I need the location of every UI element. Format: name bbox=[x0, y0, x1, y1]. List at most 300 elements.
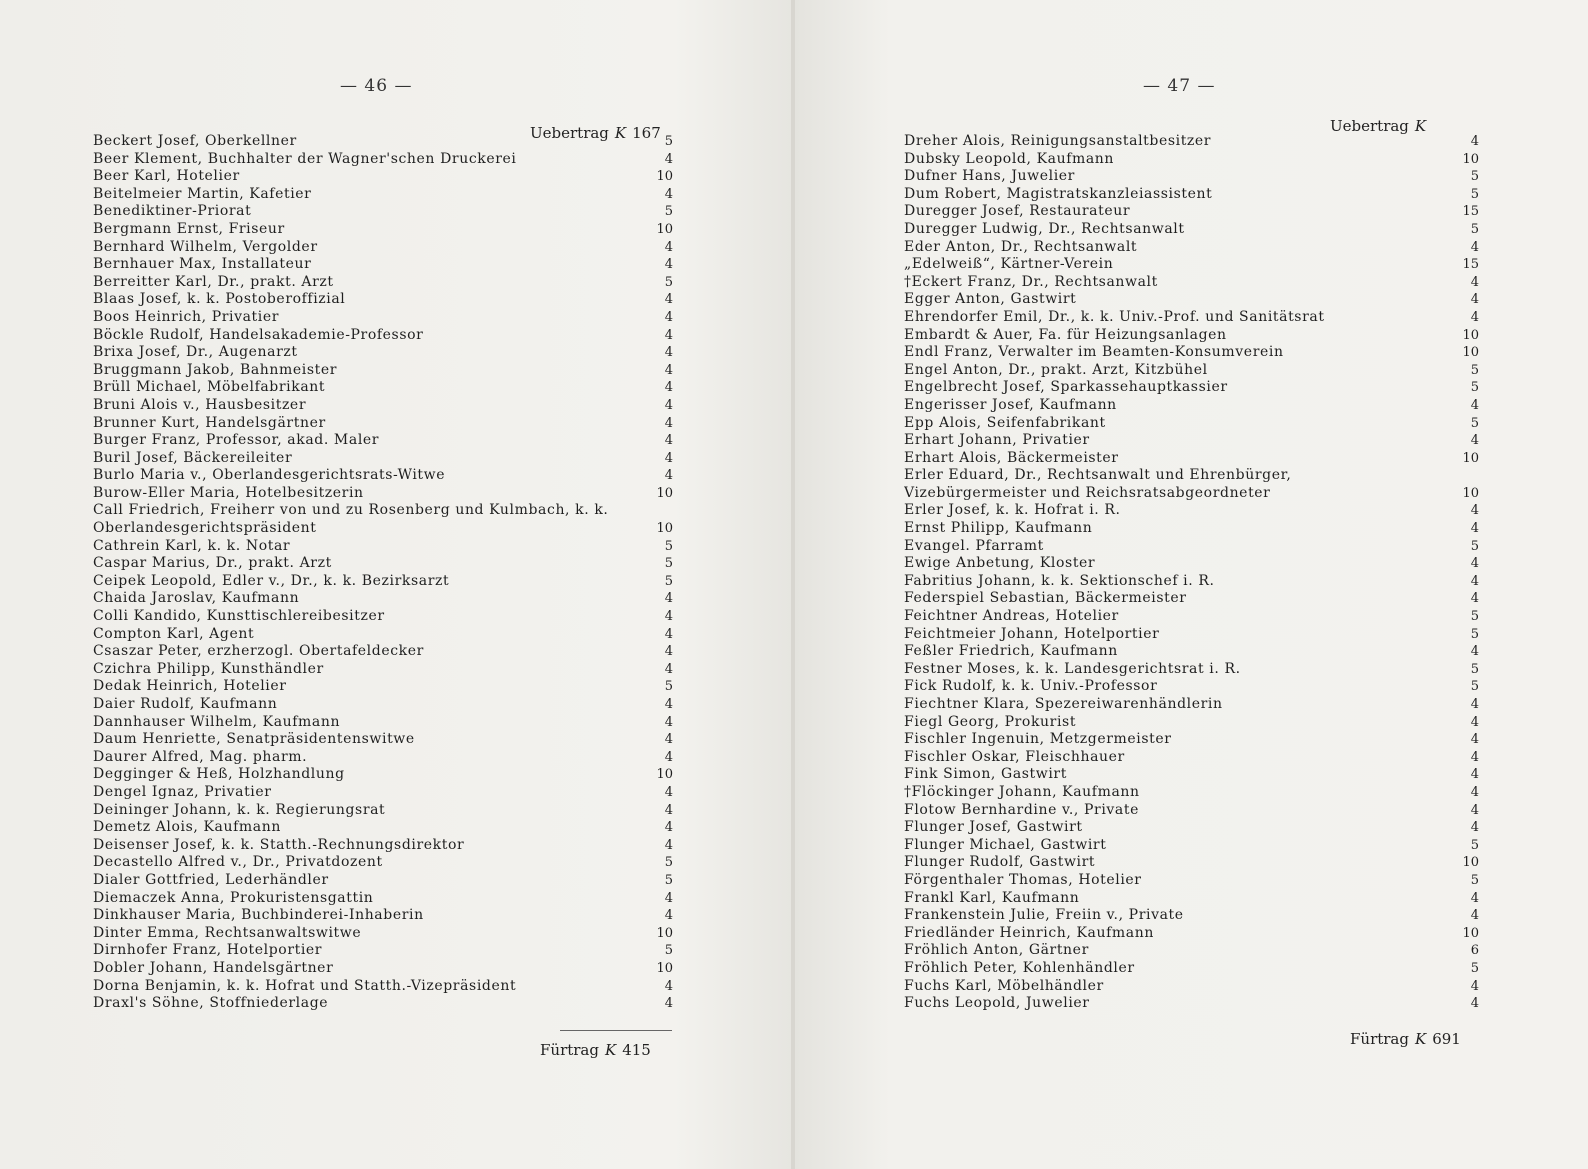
list-item bbox=[904, 872, 1479, 890]
donation-amount: 10 bbox=[1462, 485, 1479, 501]
donation-amount: 4 bbox=[664, 415, 673, 431]
page-number: — 47 — bbox=[1143, 76, 1216, 96]
list-item bbox=[904, 274, 1479, 292]
list-item bbox=[93, 450, 673, 468]
donation-amount: 4 bbox=[664, 749, 673, 765]
list-item bbox=[904, 327, 1479, 345]
donation-amount: 4 bbox=[1470, 591, 1479, 607]
donation-amount: 10 bbox=[1462, 450, 1479, 466]
donation-amount: 10 bbox=[656, 960, 673, 976]
donation-amount: 10 bbox=[656, 221, 673, 237]
donor-name: Dum Robert, Magistratskanzleiassistent bbox=[904, 185, 1213, 202]
list-item bbox=[93, 802, 673, 820]
donor-name: Decastello Alfred v., Dr., Privatdozent bbox=[93, 854, 383, 871]
donor-name: Evangel. Pfarramt bbox=[904, 537, 1044, 554]
list-item bbox=[904, 714, 1479, 732]
donor-name: „Edelweiß“, Kärtner-Verein bbox=[904, 256, 1114, 273]
list-item bbox=[904, 186, 1479, 204]
donor-name: Beer Karl, Hotelier bbox=[93, 168, 240, 185]
list-item bbox=[93, 221, 673, 239]
donor-name: Erhart Alois, Bäckermeister bbox=[904, 449, 1119, 466]
donation-amount: 4 bbox=[1470, 521, 1479, 537]
list-item bbox=[904, 590, 1479, 608]
donor-name: Feichtner Andreas, Hotelier bbox=[904, 608, 1119, 625]
list-item bbox=[904, 133, 1479, 151]
list-item bbox=[93, 133, 673, 151]
donor-name: Dirnhofer Franz, Hotelportier bbox=[93, 942, 323, 959]
currency-symbol: K bbox=[1414, 1030, 1427, 1048]
donor-name: Epp Alois, Seifenfabrikant bbox=[904, 414, 1106, 431]
carry-forward-amount: 691 bbox=[1432, 1030, 1461, 1048]
list-item bbox=[904, 256, 1479, 274]
list-item bbox=[93, 643, 673, 661]
donor-name: Deisenser Josef, k. k. Statth.-Rechnungsdirektor bbox=[93, 836, 465, 853]
donation-amount: 4 bbox=[664, 380, 673, 396]
donation-amount: 5 bbox=[1470, 538, 1479, 554]
list-item bbox=[93, 661, 673, 679]
donation-amount: 4 bbox=[1470, 767, 1479, 783]
donation-amount: 4 bbox=[664, 327, 673, 343]
list-item bbox=[93, 256, 673, 274]
donor-name: Egger Anton, Gastwirt bbox=[904, 291, 1077, 308]
donation-amount: 10 bbox=[656, 767, 673, 783]
list-item bbox=[93, 186, 673, 204]
donation-amount: 5 bbox=[1470, 960, 1479, 976]
donation-amount: 5 bbox=[664, 573, 673, 589]
list-item bbox=[93, 168, 673, 186]
donor-name: Fick Rudolf, k. k. Univ.-Professor bbox=[904, 678, 1158, 695]
donation-amount: 4 bbox=[664, 591, 673, 607]
page-number: — 46 — bbox=[340, 76, 413, 96]
donor-name: Festner Moses, k. k. Landesgerichtsrat i. R. bbox=[904, 660, 1241, 677]
donation-amount: 5 bbox=[1470, 186, 1479, 202]
donor-name: Call Friedrich, Freiherr von und zu Rosenberg und Kulmbach, k. k. Oberlandesgerichtspräsident bbox=[93, 502, 609, 537]
carry-over-label: Uebertrag bbox=[530, 124, 609, 142]
donation-amount: 4 bbox=[664, 433, 673, 449]
donor-name: Colli Kandido, Kunsttischlereibesitzer bbox=[93, 608, 385, 625]
donor-name: Flunger Josef, Gastwirt bbox=[904, 819, 1083, 836]
donation-amount: 5 bbox=[664, 134, 673, 149]
donor-name: Chaida Jaroslav, Kaufmann bbox=[93, 590, 300, 607]
list-item bbox=[93, 203, 673, 221]
donor-name: Fröhlich Anton, Gärtner bbox=[904, 942, 1089, 959]
donation-amount: 4 bbox=[664, 186, 673, 202]
list-item bbox=[93, 608, 673, 626]
donation-amount: 5 bbox=[1470, 661, 1479, 677]
list-item bbox=[904, 168, 1479, 186]
list-item bbox=[904, 907, 1479, 925]
list-item bbox=[904, 573, 1479, 591]
donor-name: Ehrendorfer Emil, Dr., k. k. Univ.-Prof. und Sanitätsrat bbox=[904, 308, 1325, 325]
right-page bbox=[795, 0, 1588, 1169]
list-item bbox=[93, 978, 673, 996]
donation-amount: 4 bbox=[1470, 397, 1479, 413]
list-item bbox=[904, 397, 1479, 415]
donor-name: Frankl Karl, Kaufmann bbox=[904, 889, 1080, 906]
donor-name: Erler Eduard, Dr., Rechtsanwalt und Ehrenbürger, Vizebürgermeister und Reichsratsabgeordneter bbox=[904, 467, 1292, 501]
donor-name: Ceipek Leopold, Edler v., Dr., k. k. Bezirksarzt bbox=[93, 572, 450, 589]
donation-amount: 4 bbox=[1470, 732, 1479, 748]
donation-amount: 5 bbox=[1470, 626, 1479, 642]
donor-name: Engelbrecht Josef, Sparkassehauptkassier bbox=[904, 379, 1228, 396]
donor-name: Ernst Philipp, Kaufmann bbox=[904, 520, 1093, 537]
list-item bbox=[93, 626, 673, 644]
list-item bbox=[93, 538, 673, 556]
donor-name: Burger Franz, Professor, akad. Maler bbox=[93, 432, 380, 449]
list-item bbox=[93, 907, 673, 925]
donation-amount: 10 bbox=[1462, 151, 1479, 167]
list-item bbox=[93, 995, 673, 1013]
donation-amount: 10 bbox=[656, 485, 673, 501]
donation-amount: 4 bbox=[1470, 697, 1479, 712]
donation-amount: 5 bbox=[664, 538, 673, 554]
list-item bbox=[904, 221, 1479, 239]
donor-name: Flunger Rudolf, Gastwirt bbox=[904, 854, 1096, 871]
list-item bbox=[93, 573, 673, 591]
donation-amount: 4 bbox=[664, 309, 673, 325]
donation-amount: 4 bbox=[664, 732, 673, 748]
donation-amount: 4 bbox=[1470, 890, 1479, 906]
donor-name: Engerisser Josef, Kaufmann bbox=[904, 396, 1117, 413]
donation-amount: 10 bbox=[1462, 925, 1479, 941]
donor-name: Dobler Johann, Handelsgärtner bbox=[93, 959, 334, 976]
carry-over-amount: 167 bbox=[632, 124, 661, 142]
donation-amount: 4 bbox=[1470, 802, 1479, 818]
donation-amount: 4 bbox=[1470, 573, 1479, 589]
donor-name: Fischler Ingenuin, Metzgermeister bbox=[904, 731, 1172, 748]
donor-name: Fröhlich Peter, Kohlenhändler bbox=[904, 959, 1135, 976]
donation-amount: 4 bbox=[664, 239, 673, 255]
donor-name: Dengel Ignaz, Privatier bbox=[93, 783, 272, 800]
list-item bbox=[904, 239, 1479, 257]
donation-amount: 5 bbox=[1470, 362, 1479, 378]
list-item bbox=[93, 291, 673, 309]
donor-name: Duregger Ludwig, Dr., Rechtsanwalt bbox=[904, 220, 1185, 237]
list-item bbox=[904, 696, 1479, 714]
list-item bbox=[93, 678, 673, 696]
donor-name: Fuchs Leopold, Juwelier bbox=[904, 995, 1090, 1012]
donation-amount: 4 bbox=[1470, 978, 1479, 994]
donor-name: †Flöckinger Johann, Kaufmann bbox=[904, 783, 1140, 800]
donor-name: Dialer Gottfried, Lederhändler bbox=[93, 871, 329, 888]
donation-amount: 4 bbox=[664, 362, 673, 378]
donor-name: Frankenstein Julie, Freiin v., Private bbox=[904, 907, 1184, 924]
donation-amount: 4 bbox=[664, 837, 673, 853]
donor-name: Daum Henriette, Senatpräsidentenswitwe bbox=[93, 731, 415, 748]
list-item bbox=[93, 344, 673, 362]
donation-amount: 4 bbox=[664, 820, 673, 836]
donation-amount: 4 bbox=[1470, 503, 1479, 519]
donor-name: Flotow Bernhardine v., Private bbox=[904, 801, 1139, 818]
list-item bbox=[904, 802, 1479, 820]
donation-amount: 4 bbox=[1470, 908, 1479, 924]
donation-amount: 5 bbox=[1470, 609, 1479, 625]
list-item bbox=[904, 925, 1479, 943]
donation-amount: 4 bbox=[1470, 749, 1479, 765]
donor-name: Caspar Marius, Dr., prakt. Arzt bbox=[93, 555, 332, 572]
donor-name: Dedak Heinrich, Hotelier bbox=[93, 678, 287, 695]
list-item bbox=[93, 890, 673, 908]
list-item bbox=[904, 203, 1479, 221]
currency-symbol: K bbox=[614, 124, 627, 142]
donation-amount: 4 bbox=[664, 450, 673, 466]
donation-amount: 4 bbox=[664, 626, 673, 642]
donation-amount: 10 bbox=[656, 169, 673, 185]
donor-list bbox=[93, 133, 673, 1013]
donor-name: Beitelmeier Martin, Kafetier bbox=[93, 185, 312, 202]
carry-forward-line bbox=[540, 1041, 651, 1059]
donor-name: Fuchs Karl, Möbelhändler bbox=[904, 977, 1104, 994]
donor-name: Engel Anton, Dr., prakt. Arzt, Kitzbühel bbox=[904, 361, 1208, 378]
donor-name: Embardt & Auer, Fa. für Heizungsanlagen bbox=[904, 326, 1227, 343]
donation-amount: 4 bbox=[1470, 309, 1479, 325]
list-item bbox=[904, 766, 1479, 784]
list-item bbox=[93, 327, 673, 345]
list-item bbox=[904, 520, 1479, 538]
list-item bbox=[93, 274, 673, 292]
list-item bbox=[904, 960, 1479, 978]
donor-name: Berreitter Karl, Dr., prakt. Arzt bbox=[93, 273, 334, 290]
left-page bbox=[0, 0, 793, 1169]
donor-name: Böckle Rudolf, Handelsakademie-Professor bbox=[93, 326, 424, 343]
list-item bbox=[93, 714, 673, 732]
list-item bbox=[904, 749, 1479, 767]
donor-name: Burlo Maria v., Oberlandesgerichtsrats-Witwe bbox=[93, 467, 446, 484]
donor-name: Csaszar Peter, erzherzogl. Obertafeldecker bbox=[93, 643, 424, 660]
donor-name: Federspiel Sebastian, Bäckermeister bbox=[904, 590, 1187, 607]
donation-amount: 4 bbox=[664, 468, 673, 484]
list-item bbox=[904, 661, 1479, 679]
donor-name: Deininger Johann, k. k. Regierungsrat bbox=[93, 801, 386, 818]
list-item bbox=[93, 415, 673, 433]
donation-amount: 4 bbox=[664, 257, 673, 273]
list-item bbox=[93, 485, 673, 503]
list-item bbox=[904, 450, 1479, 468]
donation-amount: 4 bbox=[1470, 292, 1479, 308]
list-item bbox=[93, 925, 673, 943]
donor-name: Flunger Michael, Gastwirt bbox=[904, 836, 1107, 853]
donation-amount: 4 bbox=[664, 397, 673, 413]
list-item bbox=[904, 467, 1479, 502]
list-item bbox=[93, 309, 673, 327]
donor-name: Demetz Alois, Kaufmann bbox=[93, 819, 281, 836]
donor-name: Endl Franz, Verwalter im Beamten-Konsumverein bbox=[904, 344, 1284, 361]
donation-amount: 5 bbox=[1470, 169, 1479, 185]
donor-name: Daurer Alfred, Mag. pharm. bbox=[93, 748, 308, 765]
donation-amount: 4 bbox=[664, 890, 673, 906]
donation-amount: 5 bbox=[1470, 380, 1479, 396]
donation-amount: 4 bbox=[664, 908, 673, 924]
donor-name: Blaas Josef, k. k. Postoberoffizial bbox=[93, 291, 346, 308]
list-item bbox=[904, 678, 1479, 696]
donor-name: Dinter Emma, Rechtsanwaltswitwe bbox=[93, 924, 362, 941]
list-item bbox=[904, 344, 1479, 362]
donor-name: Fabritius Johann, k. k. Sektionschef i. R. bbox=[904, 572, 1215, 589]
list-item bbox=[93, 151, 673, 169]
donation-amount: 5 bbox=[1470, 679, 1479, 695]
donor-name: Friedländer Heinrich, Kaufmann bbox=[904, 924, 1154, 941]
donor-name: Eder Anton, Dr., Rechtsanwalt bbox=[904, 238, 1138, 255]
carry-forward-label: Fürtrag bbox=[1350, 1030, 1409, 1048]
list-item bbox=[93, 555, 673, 573]
donation-amount: 15 bbox=[1462, 204, 1479, 220]
donation-amount: 4 bbox=[664, 802, 673, 818]
donor-name: Boos Heinrich, Privatier bbox=[93, 308, 280, 325]
donation-amount: 4 bbox=[1470, 996, 1479, 1012]
donor-name: Benediktiner-Priorat bbox=[93, 203, 252, 220]
donation-amount: 4 bbox=[664, 661, 673, 677]
donor-name: Bernhauer Max, Installateur bbox=[93, 256, 312, 273]
list-item bbox=[93, 379, 673, 397]
list-item bbox=[904, 643, 1479, 661]
list-item bbox=[904, 731, 1479, 749]
list-item bbox=[904, 362, 1479, 380]
donation-amount: 4 bbox=[1470, 274, 1479, 290]
donor-list bbox=[904, 133, 1479, 1013]
donor-name: Fiechtner Klara, Spezereiwarenhändlerin bbox=[904, 696, 1223, 712]
donation-amount: 4 bbox=[664, 697, 673, 712]
list-item bbox=[904, 309, 1479, 327]
list-item bbox=[904, 978, 1479, 996]
list-item bbox=[93, 749, 673, 767]
donor-name: Ewige Anbetung, Kloster bbox=[904, 555, 1096, 572]
list-item bbox=[93, 837, 673, 855]
donor-name: Feichtmeier Johann, Hotelportier bbox=[904, 625, 1160, 642]
list-item bbox=[93, 942, 673, 960]
donation-amount: 5 bbox=[664, 679, 673, 695]
list-item bbox=[904, 415, 1479, 433]
donation-amount: 5 bbox=[1470, 837, 1479, 853]
donor-name: Burow-Eller Maria, Hotelbesitzerin bbox=[93, 484, 364, 501]
list-item bbox=[93, 872, 673, 890]
carry-over-label: Uebertrag bbox=[1330, 117, 1409, 135]
donor-name: Brüll Michael, Möbelfabrikant bbox=[93, 379, 326, 396]
list-item bbox=[93, 731, 673, 749]
donation-amount: 10 bbox=[656, 521, 673, 537]
donation-amount: 5 bbox=[664, 204, 673, 220]
donor-name: Fink Simon, Gastwirt bbox=[904, 766, 1067, 783]
list-item bbox=[904, 942, 1479, 960]
donation-amount: 5 bbox=[664, 556, 673, 572]
donor-name: Dubsky Leopold, Kaufmann bbox=[904, 150, 1115, 167]
list-item bbox=[904, 784, 1479, 802]
donation-amount: 4 bbox=[1470, 714, 1479, 730]
list-item bbox=[904, 819, 1479, 837]
donation-amount: 5 bbox=[664, 872, 673, 888]
donor-name: Erhart Johann, Privatier bbox=[904, 432, 1090, 449]
donor-name: Compton Karl, Agent bbox=[93, 625, 255, 642]
list-item bbox=[904, 502, 1479, 520]
donor-name: Dannhauser Wilhelm, Kaufmann bbox=[93, 713, 341, 730]
donor-name: Brixa Josef, Dr., Augenarzt bbox=[93, 344, 298, 361]
list-item bbox=[904, 995, 1479, 1013]
list-item bbox=[904, 608, 1479, 626]
donor-name: Draxl's Söhne, Stoffniederlage bbox=[93, 995, 329, 1012]
list-item bbox=[904, 626, 1479, 644]
donor-name: Erler Josef, k. k. Hofrat i. R. bbox=[904, 502, 1121, 519]
donation-amount: 4 bbox=[664, 345, 673, 361]
donation-amount: 4 bbox=[1470, 784, 1479, 800]
donation-amount: 4 bbox=[1470, 820, 1479, 836]
donation-amount: 4 bbox=[664, 644, 673, 660]
list-item bbox=[93, 960, 673, 978]
donation-amount: 4 bbox=[664, 978, 673, 994]
list-item bbox=[904, 432, 1479, 450]
donation-amount: 4 bbox=[1470, 239, 1479, 255]
donor-name: Dreher Alois, Reinigungsanstaltbesitzer bbox=[904, 133, 1212, 149]
donor-name: Beckert Josef, Oberkellner bbox=[93, 133, 297, 149]
donation-amount: 4 bbox=[1470, 644, 1479, 660]
donation-amount: 15 bbox=[1462, 257, 1479, 273]
donor-name: Dorna Benjamin, k. k. Hofrat und Statth.-Vizepräsident bbox=[93, 977, 517, 994]
donor-name: †Eckert Franz, Dr., Rechtsanwalt bbox=[904, 273, 1158, 290]
donor-name: Buril Josef, Bäckereileiter bbox=[93, 449, 293, 466]
donation-amount: 10 bbox=[1462, 345, 1479, 361]
list-item bbox=[93, 766, 673, 784]
donation-amount: 4 bbox=[664, 151, 673, 167]
donation-amount: 5 bbox=[1470, 872, 1479, 888]
list-item bbox=[93, 819, 673, 837]
donor-name: Brunner Kurt, Handelsgärtner bbox=[93, 414, 326, 431]
list-item bbox=[904, 291, 1479, 309]
currency-symbol: K bbox=[604, 1041, 617, 1059]
donation-amount: 4 bbox=[1470, 134, 1479, 149]
donor-name: Fiegl Georg, Prokurist bbox=[904, 713, 1077, 730]
donation-amount: 10 bbox=[1462, 855, 1479, 871]
donor-name: Fischler Oskar, Fleischhauer bbox=[904, 748, 1125, 765]
donor-name: Bruni Alois v., Hausbesitzer bbox=[93, 396, 307, 413]
currency-symbol: K bbox=[1414, 117, 1427, 135]
donation-amount: 4 bbox=[1470, 433, 1479, 449]
donor-name: Daier Rudolf, Kaufmann bbox=[93, 696, 278, 712]
list-item bbox=[93, 854, 673, 872]
carry-forward-line bbox=[1350, 1030, 1461, 1048]
donor-name: Dufner Hans, Juwelier bbox=[904, 168, 1075, 185]
sum-rule bbox=[560, 1030, 672, 1031]
donation-amount: 5 bbox=[664, 274, 673, 290]
donor-name: Duregger Josef, Restaurateur bbox=[904, 203, 1131, 220]
donor-name: Förgenthaler Thomas, Hotelier bbox=[904, 871, 1142, 888]
list-item bbox=[93, 467, 673, 485]
donor-name: Bernhard Wilhelm, Vergolder bbox=[93, 238, 318, 255]
donation-amount: 10 bbox=[1462, 327, 1479, 343]
donation-amount: 4 bbox=[664, 784, 673, 800]
donor-name: Bruggmann Jakob, Bahnmeister bbox=[93, 361, 338, 378]
list-item bbox=[93, 239, 673, 257]
list-item bbox=[904, 854, 1479, 872]
list-item bbox=[93, 397, 673, 415]
list-item bbox=[904, 151, 1479, 169]
donation-amount: 4 bbox=[664, 292, 673, 308]
donation-amount: 5 bbox=[1470, 221, 1479, 237]
donor-name: Dinkhauser Maria, Buchbinderei-Inhaberin bbox=[93, 907, 424, 924]
list-item bbox=[93, 362, 673, 380]
donor-name: Feßler Friedrich, Kaufmann bbox=[904, 643, 1118, 660]
list-item bbox=[904, 538, 1479, 556]
donor-name: Cathrein Karl, k. k. Notar bbox=[93, 537, 291, 554]
list-item bbox=[93, 784, 673, 802]
list-item bbox=[904, 555, 1479, 573]
donation-amount: 5 bbox=[664, 855, 673, 871]
list-item bbox=[93, 432, 673, 450]
donation-amount: 4 bbox=[664, 609, 673, 625]
list-item bbox=[93, 502, 673, 537]
list-item bbox=[904, 379, 1479, 397]
donation-amount: 4 bbox=[1470, 556, 1479, 572]
donation-amount: 4 bbox=[664, 714, 673, 730]
list-item bbox=[93, 590, 673, 608]
donation-amount: 10 bbox=[656, 925, 673, 941]
